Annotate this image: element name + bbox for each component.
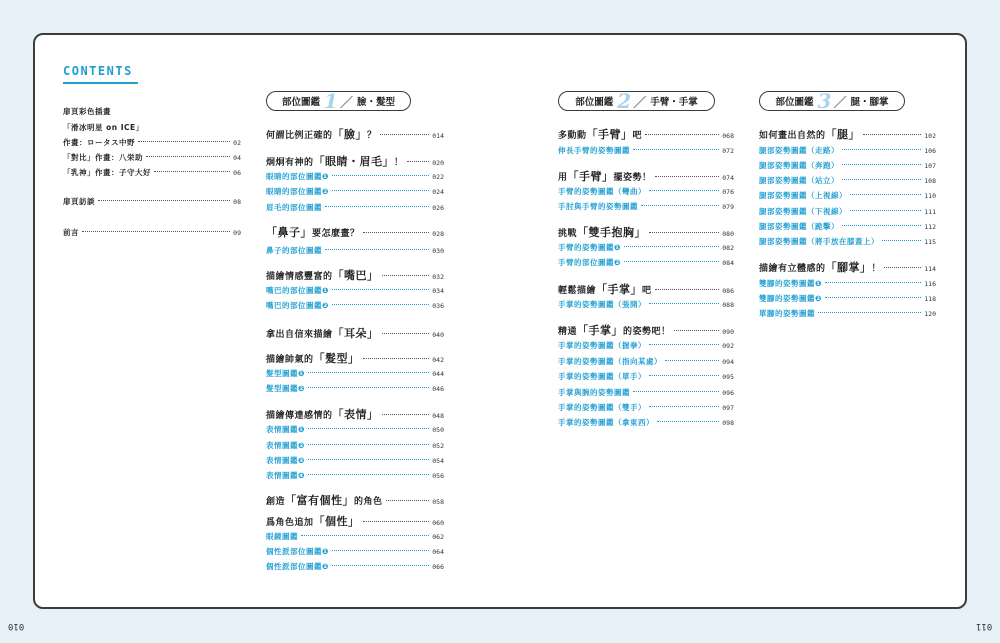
toc-subentry[interactable] — [759, 206, 936, 217]
toc-subentry[interactable] — [266, 531, 444, 542]
page-number: 04 — [233, 154, 241, 162]
page-number: 080 — [722, 230, 734, 238]
page-number: 068 — [722, 132, 734, 140]
entry-text: 拿出自信來描繪 — [266, 330, 333, 340]
dot-leader — [332, 304, 429, 305]
toc-entry[interactable] — [266, 267, 444, 283]
book-spread — [33, 33, 967, 609]
entry-text: 擺姿勢！ — [613, 173, 652, 183]
entry-text: ！ — [394, 158, 404, 168]
page-number: 110 — [924, 192, 936, 200]
toc-subentry[interactable] — [266, 285, 444, 296]
toc-subentry[interactable] — [759, 175, 936, 186]
section-number: 3 — [817, 89, 832, 113]
page-number: 022 — [432, 173, 444, 181]
section-label: 部位圖鑑 — [575, 97, 614, 108]
page-number: 082 — [722, 244, 734, 252]
dot-leader — [382, 333, 430, 334]
dot-leader — [649, 375, 719, 376]
intro-entry[interactable] — [63, 167, 241, 178]
page-number: 028 — [432, 230, 444, 238]
keyword: 「表情」 — [332, 408, 379, 421]
dot-leader — [363, 358, 430, 359]
entry-title: 髮型圖鑑❷ — [266, 384, 305, 393]
dot-leader — [645, 134, 719, 135]
entry-title: 手臂的部位圖鑑❷ — [558, 258, 621, 267]
toc-entry[interactable] — [266, 126, 444, 142]
dot-leader — [850, 210, 921, 211]
toc-subentry[interactable] — [558, 371, 734, 382]
page-number: 032 — [432, 273, 444, 281]
entry-text: 何謂比例正確的 — [266, 131, 333, 141]
entry-text: 吧 — [642, 286, 652, 296]
page-number: 079 — [722, 203, 734, 211]
entry-text: 的姿勢吧！ — [623, 327, 671, 337]
entry-text: 描繪情感豐富的 — [266, 272, 333, 282]
page-number: 050 — [432, 426, 444, 434]
entry-title: 「對比」作畫：八栄助 — [63, 153, 143, 162]
entry-title: 嘴巴的部位圖鑑❷ — [266, 301, 329, 310]
contents-underline — [63, 82, 138, 84]
dot-leader — [382, 275, 430, 276]
entry-text: ？ — [367, 131, 377, 141]
entry-title: 手掌的姿勢圖鑑（指向某處） — [558, 357, 662, 366]
entry-title — [266, 267, 379, 283]
entry-text: 要怎麼畫？ — [312, 229, 360, 239]
keyword: 「髮型」 — [313, 352, 360, 365]
entry-title — [558, 281, 652, 297]
entry-title: 手臂的姿勢圖鑑（彎曲） — [558, 187, 646, 196]
dot-leader — [825, 282, 921, 283]
page-number: 020 — [432, 159, 444, 167]
entry-text: 創造 — [266, 497, 286, 507]
entry-text: 挑戰 — [558, 229, 578, 239]
entry-title: 表情圖鑑❸ — [266, 456, 305, 465]
contents-title: CONTENTS — [63, 64, 133, 78]
dot-leader — [649, 232, 719, 233]
entry-title: 伸長手臂的姿勢圖鑑 — [558, 146, 630, 155]
section-number: 1 — [324, 89, 338, 113]
page-number: 034 — [432, 287, 444, 295]
keyword: 「個性」 — [313, 515, 360, 528]
dot-leader — [407, 161, 430, 162]
toc-subentry[interactable] — [266, 546, 444, 557]
dot-leader — [146, 156, 230, 157]
toc-entry[interactable] — [558, 126, 734, 142]
entry-text: 描繪帥氣的 — [266, 355, 314, 365]
toc-subentry[interactable] — [558, 417, 734, 428]
entry-title: 眉毛的部位圖鑑 — [266, 203, 322, 212]
intro-entry[interactable] — [63, 137, 241, 148]
section-subtitle: 手臂・手掌 — [650, 97, 698, 108]
keyword: 「鼻子」 — [266, 226, 312, 239]
dot-leader — [386, 500, 430, 501]
dot-leader — [655, 289, 720, 290]
entry-title: 腿部姿勢圖鑑（將手放在膝蓋上） — [759, 237, 879, 246]
entry-title — [558, 168, 652, 184]
page-number: 060 — [432, 519, 444, 527]
keyword: 「手臂」 — [567, 170, 614, 183]
entry-title — [266, 325, 379, 341]
page-number: 108 — [924, 177, 936, 185]
dot-leader — [649, 190, 719, 191]
dot-leader — [332, 190, 429, 191]
entry-text: 輕鬆描繪 — [558, 286, 597, 296]
dot-leader — [308, 387, 429, 388]
entry-title: 髮型圖鑑❶ — [266, 369, 305, 378]
toc-subentry[interactable] — [266, 424, 444, 435]
page-number: 111 — [924, 208, 936, 216]
page-number: 062 — [432, 533, 444, 541]
dot-leader — [657, 421, 719, 422]
page-number: 076 — [722, 188, 734, 196]
toc-entry[interactable] — [266, 350, 444, 366]
dot-leader — [363, 232, 430, 233]
page-number-right: 011 — [975, 621, 992, 631]
entry-title: 眼睛的部位圖鑑❶ — [266, 172, 329, 181]
page-number: 046 — [432, 385, 444, 393]
toc-subentry[interactable] — [266, 455, 444, 466]
toc-subentry[interactable] — [558, 186, 734, 197]
dot-leader — [884, 267, 921, 268]
page-number: 014 — [432, 132, 444, 140]
toc-subentry[interactable] — [558, 299, 734, 310]
entry-title: 前言 — [63, 228, 79, 237]
entry-title — [558, 322, 671, 338]
page-number: 042 — [432, 356, 444, 364]
dot-leader — [649, 406, 719, 407]
toc-subentry[interactable] — [266, 186, 444, 197]
entry-title — [266, 126, 377, 142]
page-number: 056 — [432, 472, 444, 480]
toc-entry[interactable] — [266, 406, 444, 422]
toc-subentry[interactable] — [558, 402, 734, 413]
keyword: 「腳掌」 — [825, 261, 872, 274]
entry-text: 爲角色追加 — [266, 518, 314, 528]
keyword: 「手掌」 — [596, 283, 643, 296]
toc-subentry[interactable] — [558, 257, 734, 268]
page-number: 116 — [924, 280, 936, 288]
toc-subentry[interactable] — [558, 387, 734, 398]
entry-title: 表情圖鑑❹ — [266, 471, 305, 480]
entry-text: 描繪有立體感的 — [759, 264, 826, 274]
toc-subentry[interactable] — [558, 201, 734, 212]
dot-leader — [850, 194, 921, 195]
entry-title: 扉頁訪談 — [63, 197, 95, 206]
dot-leader — [332, 550, 429, 551]
entry-text: ！ — [871, 264, 882, 274]
dot-leader — [380, 134, 430, 135]
entry-title: 腿部姿勢圖鑑（跪擊） — [759, 222, 839, 231]
toc-subentry[interactable] — [759, 236, 936, 247]
page-number: 106 — [924, 147, 936, 155]
dot-leader — [308, 474, 429, 475]
toc-subentry[interactable] — [759, 293, 936, 304]
toc-entry[interactable] — [558, 168, 734, 184]
slash-icon: ／ — [833, 95, 847, 111]
entry-title — [558, 224, 646, 240]
dot-leader — [655, 176, 720, 177]
toc-subentry[interactable] — [266, 300, 444, 311]
intro-entry[interactable] — [63, 152, 241, 163]
toc-subentry[interactable] — [558, 145, 734, 156]
page-number: 02 — [233, 139, 241, 147]
toc-subentry[interactable] — [558, 242, 734, 253]
dot-leader — [308, 372, 429, 373]
entry-title: 手臂的姿勢圖鑑❶ — [558, 243, 621, 252]
entry-title: 腿部姿勢圖鑑（上視線） — [759, 191, 847, 200]
page-number: 064 — [432, 548, 444, 556]
toc-subentry[interactable] — [266, 245, 444, 256]
entry-title: 扉頁彩色插畫 — [63, 107, 111, 116]
entry-title — [558, 126, 642, 142]
toc-entry[interactable] — [266, 224, 444, 240]
entry-title: 表情圖鑑❶ — [266, 425, 305, 434]
section-label: 部位圖鑑 — [775, 97, 814, 108]
dot-leader — [674, 330, 720, 331]
toc-subentry[interactable] — [759, 190, 936, 201]
page-number: 066 — [432, 563, 444, 571]
section-pill-1[interactable] — [266, 91, 411, 111]
dot-leader — [82, 231, 230, 232]
toc-entry[interactable] — [266, 513, 444, 529]
toc-subentry[interactable] — [759, 160, 936, 171]
section-label: 部位圖鑑 — [282, 97, 321, 108]
dot-leader — [332, 565, 429, 566]
toc-subentry[interactable] — [266, 440, 444, 451]
entry-title: 手掌與腕的姿勢圖鑑 — [558, 388, 630, 397]
dot-leader — [842, 179, 921, 180]
page-number: 098 — [722, 419, 734, 427]
entry-title: 手肘與手臂的姿勢圖鑑 — [558, 202, 638, 211]
page-number: 030 — [432, 247, 444, 255]
page-number: 052 — [432, 442, 444, 450]
page-number: 088 — [722, 301, 734, 309]
entry-title: 表情圖鑑❷ — [266, 441, 305, 450]
page-number: 06 — [233, 169, 241, 177]
toc-subentry[interactable] — [759, 308, 936, 319]
dot-leader — [301, 535, 429, 536]
dot-leader — [842, 164, 921, 165]
entry-title: 腿部姿勢圖鑑（下視線） — [759, 207, 847, 216]
slash-icon: ／ — [633, 95, 647, 111]
dot-leader — [633, 391, 719, 392]
page-number: 040 — [432, 331, 444, 339]
dot-leader — [863, 134, 921, 135]
keyword: 「臉」 — [332, 128, 368, 141]
section-subtitle: 臉・髮型 — [356, 97, 395, 108]
entry-title: 「乳神」作畫：子守大好 — [63, 168, 151, 177]
dot-leader — [825, 297, 921, 298]
entry-title: 雙腳的姿勢圖鑑❶ — [759, 279, 822, 288]
toc-entry[interactable] — [266, 325, 444, 341]
entry-title — [266, 224, 360, 240]
dot-leader — [154, 171, 230, 172]
entry-title — [266, 492, 383, 508]
dot-leader — [649, 303, 719, 304]
entry-text: 精通 — [558, 327, 578, 337]
dot-leader — [633, 149, 719, 150]
entry-title: 手掌的姿勢圖鑑（張開） — [558, 300, 646, 309]
entry-title: 手掌的姿勢圖鑑（單手） — [558, 372, 646, 381]
page-number: 107 — [924, 162, 936, 170]
entry-text: 多動動 — [558, 131, 587, 141]
entry-title: 腿部姿勢圖鑑（奔跑） — [759, 161, 839, 170]
dot-leader — [842, 225, 921, 226]
dot-leader — [842, 149, 921, 150]
page-number: 095 — [722, 373, 734, 381]
dot-leader — [98, 200, 230, 201]
keyword: 「耳朵」 — [332, 327, 379, 340]
page-number: 118 — [924, 295, 936, 303]
entry-title: 雙腳的姿勢圖鑑❷ — [759, 294, 822, 303]
dot-leader — [624, 246, 719, 247]
entry-title: 個性派部位圖鑑❷ — [266, 562, 329, 571]
keyword: 「眼睛・眉毛」 — [313, 155, 395, 168]
toc-entry[interactable] — [759, 259, 936, 275]
page-number: 044 — [432, 370, 444, 378]
entry-title — [266, 153, 404, 169]
page-number: 092 — [722, 342, 734, 350]
page-number: 026 — [432, 204, 444, 212]
page-number: 024 — [432, 188, 444, 196]
page-number: 036 — [432, 302, 444, 310]
toc-entry[interactable] — [266, 492, 444, 508]
section-number: 2 — [617, 89, 632, 113]
dot-leader — [665, 360, 719, 361]
toc-entry[interactable] — [558, 322, 734, 338]
toc-subentry[interactable] — [558, 356, 734, 367]
dot-leader — [882, 240, 921, 241]
entry-title: 個性派部位圖鑑❶ — [266, 547, 329, 556]
section-subtitle: 腿・腳掌 — [850, 97, 889, 108]
entry-title — [266, 350, 360, 366]
toc-subentry[interactable] — [266, 171, 444, 182]
page-number: 074 — [722, 174, 734, 182]
page-number: 115 — [924, 238, 936, 246]
toc-subentry[interactable] — [266, 202, 444, 213]
dot-leader — [325, 249, 429, 250]
dot-leader — [363, 521, 430, 522]
page-number: 054 — [432, 457, 444, 465]
entry-title — [266, 406, 379, 422]
entry-title: 單腳的姿勢圖鑑 — [759, 309, 815, 318]
intro-entry[interactable] — [63, 106, 111, 117]
dot-leader — [138, 141, 230, 142]
dot-leader — [308, 444, 429, 445]
dot-leader — [382, 414, 430, 415]
toc-entry[interactable] — [759, 126, 936, 142]
entry-title: 手掌的姿勢圖鑑（拿東西） — [558, 418, 654, 427]
toc-entry[interactable] — [558, 224, 734, 240]
page-number: 102 — [924, 132, 936, 140]
toc-subentry[interactable] — [266, 368, 444, 379]
page-number: 094 — [722, 358, 734, 366]
entry-title: 手掌的姿勢圖鑑（握拳） — [558, 341, 646, 350]
dot-leader — [624, 261, 719, 262]
intro-entry[interactable] — [63, 196, 241, 207]
page-number: 058 — [432, 498, 444, 506]
page-number: 072 — [722, 147, 734, 155]
toc-entry[interactable] — [266, 153, 444, 169]
dot-leader — [332, 175, 429, 176]
toc-subentry[interactable] — [266, 561, 444, 572]
keyword: 「手臂」 — [586, 128, 633, 141]
page-number: 090 — [722, 328, 734, 336]
page-number: 048 — [432, 412, 444, 420]
entry-title: 鼻子的部位圖鑑 — [266, 246, 322, 255]
dot-leader — [649, 344, 719, 345]
entry-title: 「滑冰明星 on ICE」 — [63, 123, 144, 132]
entry-title: 腿部姿勢圖鑑（站立） — [759, 176, 839, 185]
entry-title: 眼鏡圖鑑 — [266, 532, 298, 541]
entry-title: 眼睛的部位圖鑑❷ — [266, 187, 329, 196]
entry-title: 腿部姿勢圖鑑（走路） — [759, 146, 839, 155]
keyword: 「腿」 — [825, 128, 861, 141]
section-pill-3[interactable] — [759, 91, 905, 111]
entry-text: 炯炯有神的 — [266, 158, 314, 168]
page-number: 086 — [722, 287, 734, 295]
keyword: 「富有個性」 — [285, 494, 355, 507]
entry-title — [759, 126, 860, 142]
page-number: 084 — [722, 259, 734, 267]
dot-leader — [332, 289, 429, 290]
entry-title: 作畫：ロータス中野 — [63, 138, 135, 147]
toc-subentry[interactable] — [759, 278, 936, 289]
page-number: 120 — [924, 310, 936, 318]
dot-leader — [308, 459, 429, 460]
page-number-left: 010 — [8, 621, 25, 631]
dot-leader — [325, 206, 429, 207]
entry-text: 的角色 — [354, 497, 383, 507]
toc-subentry[interactable] — [266, 470, 444, 481]
keyword: 「手掌」 — [577, 324, 624, 337]
entry-title: 嘴巴的部位圖鑑❶ — [266, 286, 329, 295]
page-number: 114 — [924, 265, 936, 273]
entry-text: 用 — [558, 173, 568, 183]
toc-entry[interactable] — [558, 281, 734, 297]
dot-leader — [818, 312, 921, 313]
intro-entry[interactable] — [63, 122, 144, 133]
toc-subentry[interactable] — [759, 145, 936, 156]
page-number: 09 — [233, 229, 241, 237]
page-number: 08 — [233, 198, 241, 206]
entry-title: 手掌的姿勢圖鑑（雙手） — [558, 403, 646, 412]
entry-title — [759, 259, 881, 275]
dot-leader — [308, 428, 429, 429]
entry-text: 如何畫出自然的 — [759, 131, 826, 141]
page-number: 096 — [722, 389, 734, 397]
intro-entry[interactable] — [63, 227, 241, 238]
toc-subentry[interactable] — [558, 340, 734, 351]
dot-leader — [641, 205, 719, 206]
entry-text: 吧 — [632, 131, 643, 141]
page-number: 112 — [924, 223, 936, 231]
slash-icon: ／ — [339, 95, 353, 111]
toc-subentry[interactable] — [266, 383, 444, 394]
entry-text: 描繪傳達感情的 — [266, 411, 333, 421]
keyword: 「雙手抱胸」 — [577, 226, 647, 239]
toc-subentry[interactable] — [759, 221, 936, 232]
keyword: 「嘴巴」 — [332, 269, 379, 282]
entry-title — [266, 513, 360, 529]
page-number: 097 — [722, 404, 734, 412]
section-pill-2[interactable] — [558, 91, 715, 111]
